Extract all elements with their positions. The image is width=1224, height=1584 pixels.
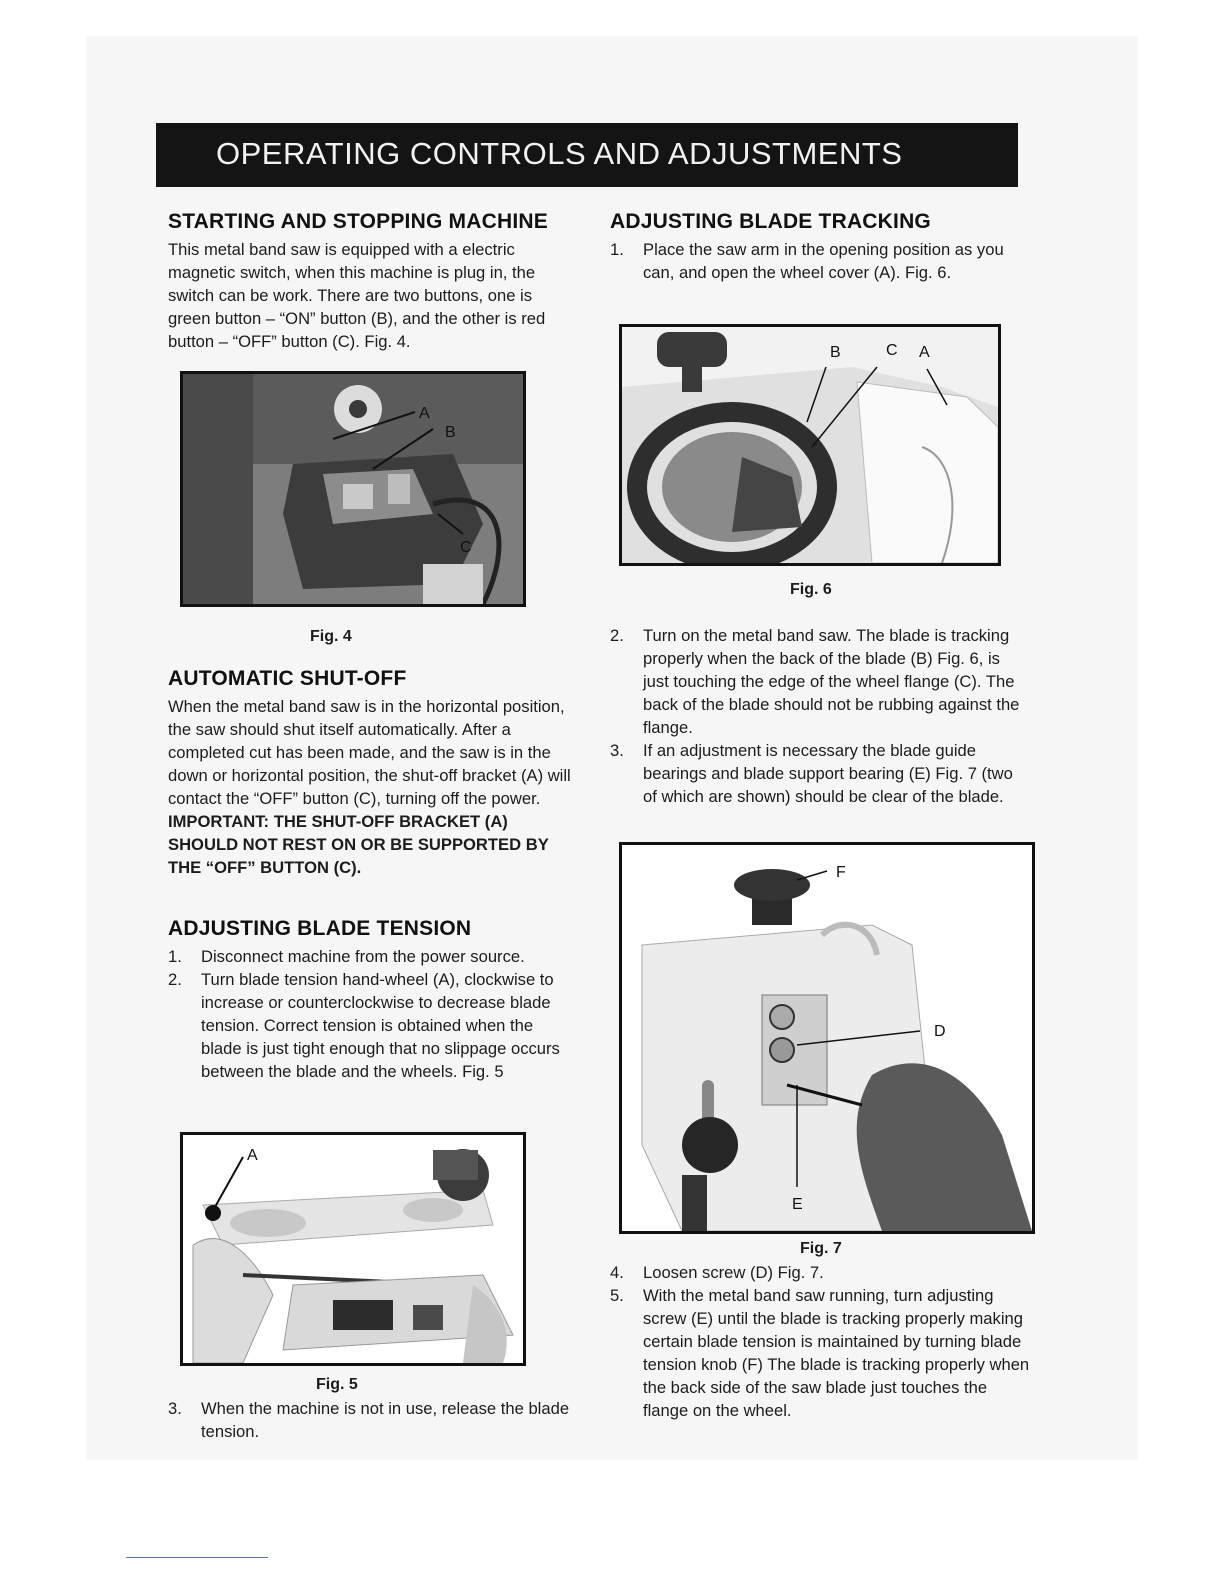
tracking-step-2 — [610, 624, 1030, 739]
fig6-photo — [619, 324, 1001, 566]
tracking-heading: ADJUSTING BLADE TRACKING — [610, 210, 931, 233]
tension-step-1 — [168, 945, 578, 968]
tracking-step-5 — [610, 1284, 1030, 1422]
tracking-section — [610, 210, 1030, 284]
shutoff-body-text: When the metal band saw is in the horizontal position, the saw should shut itself automatically. After a completed cut has been made, and the saw is in the down or horizontal position, the shut-off bracket (A) will contact the “OFF” button (C), turning off the power. — [168, 697, 571, 808]
fig6-label-b: B — [830, 344, 841, 361]
step-text: Place the saw arm in the opening position as you can, and open the wheel cover (A). Fig. 6. — [643, 240, 1004, 282]
tension-step-3 — [168, 1397, 578, 1443]
step-text: With the metal band saw running, turn adjusting screw (E) until the blade is tracking properly making certain blade tension is maintained by turning blade tension knob (F) The blade is tracking properly when the back side of the saw blade just touches the flange on the wheel. — [643, 1286, 1030, 1420]
tracking-steps-end — [610, 1261, 1030, 1422]
fig7-label-d: D — [934, 1023, 946, 1040]
shutoff-body — [168, 695, 578, 879]
fig4-photo — [180, 371, 526, 607]
shutoff-heading: AUTOMATIC SHUT-OFF — [168, 667, 407, 690]
starting-heading: STARTING AND STOPPING MACHINE — [168, 210, 548, 233]
footer-rule — [126, 1557, 268, 1558]
tracking-step-1 — [610, 238, 1030, 284]
tension-step3-section — [168, 1397, 578, 1443]
fig5-photo — [180, 1132, 526, 1366]
fig6-caption: Fig. 6 — [790, 581, 832, 598]
tracking-steps-mid — [610, 624, 1030, 808]
shutoff-section — [168, 667, 578, 879]
tension-steps-cont — [168, 1397, 578, 1443]
tracking-step-4 — [610, 1261, 1030, 1284]
shutoff-important: IMPORTANT: THE SHUT-OFF BRACKET (A) SHOULD NOT REST ON OR BE SUPPORTED BY THE “OFF” BUTTON (C). — [168, 812, 549, 877]
step-number: 5. — [610, 1286, 624, 1305]
tracking-steps — [610, 238, 1030, 284]
tension-step-2 — [168, 968, 578, 1083]
step-number: 3. — [168, 1399, 182, 1418]
step-text: When the machine is not in use, release the blade tension. — [201, 1399, 570, 1441]
fig7-label-f: F — [836, 864, 846, 881]
step-text: Turn on the metal band saw. The blade is tracking properly when the back of the blade (B) Fig. 6, is just touching the edge of the wheel flange (C). The back of the blade should not be rubbing against the flange. — [643, 626, 1020, 737]
step-number: 3. — [610, 741, 624, 760]
fig6-label-c: C — [886, 342, 898, 359]
fig4-label-b: B — [445, 424, 456, 441]
step-text: Turn blade tension hand-wheel (A), clockwise to increase or counterclockwise to decrease blade tension. Correct tension is obtained when the blade is just tight enough that no slippage occurs between the blade and the wheels. Fig. 5 — [201, 970, 560, 1081]
tension-section — [168, 917, 578, 1083]
step-number: 4. — [610, 1263, 624, 1282]
section-banner — [156, 123, 1018, 187]
fig5-caption: Fig. 5 — [316, 1376, 358, 1393]
fig7-caption: Fig. 7 — [800, 1240, 842, 1257]
tracking-step-3 — [610, 739, 1030, 808]
step-number: 1. — [610, 240, 624, 259]
tension-heading: ADJUSTING BLADE TENSION — [168, 917, 472, 940]
fig6-label-a: A — [919, 344, 930, 361]
step-text: Loosen screw (D) Fig. 7. — [643, 1263, 824, 1282]
step-number: 1. — [168, 947, 182, 966]
fig7-label-e: E — [792, 1196, 803, 1213]
tension-steps — [168, 945, 578, 1083]
tracking-mid-section — [610, 624, 1030, 808]
starting-section — [168, 210, 578, 353]
step-text: If an adjustment is necessary the blade guide bearings and blade support bearing (E) Fig. 7 (two of which are shown) should be clear of the blade. — [643, 741, 1013, 806]
step-number: 2. — [610, 626, 624, 645]
step-number: 2. — [168, 970, 182, 989]
tracking-end-section — [610, 1261, 1030, 1422]
fig4-caption: Fig. 4 — [310, 628, 352, 645]
fig4-label-a: A — [419, 405, 430, 422]
fig7-photo — [619, 842, 1035, 1234]
starting-body: This metal band saw is equipped with a electric magnetic switch, when this machine is plug in, the switch can be work. There are two buttons, one is green button – “ON” button (B), and the other is red button – “OFF” button (C). Fig. 4. — [168, 240, 546, 351]
fig5-label-a: A — [247, 1147, 258, 1164]
fig4-label-c: C — [460, 539, 472, 556]
page-title: OPERATING CONTROLS AND ADJUSTMENTS — [216, 136, 903, 171]
step-text: Disconnect machine from the power source. — [201, 947, 525, 966]
